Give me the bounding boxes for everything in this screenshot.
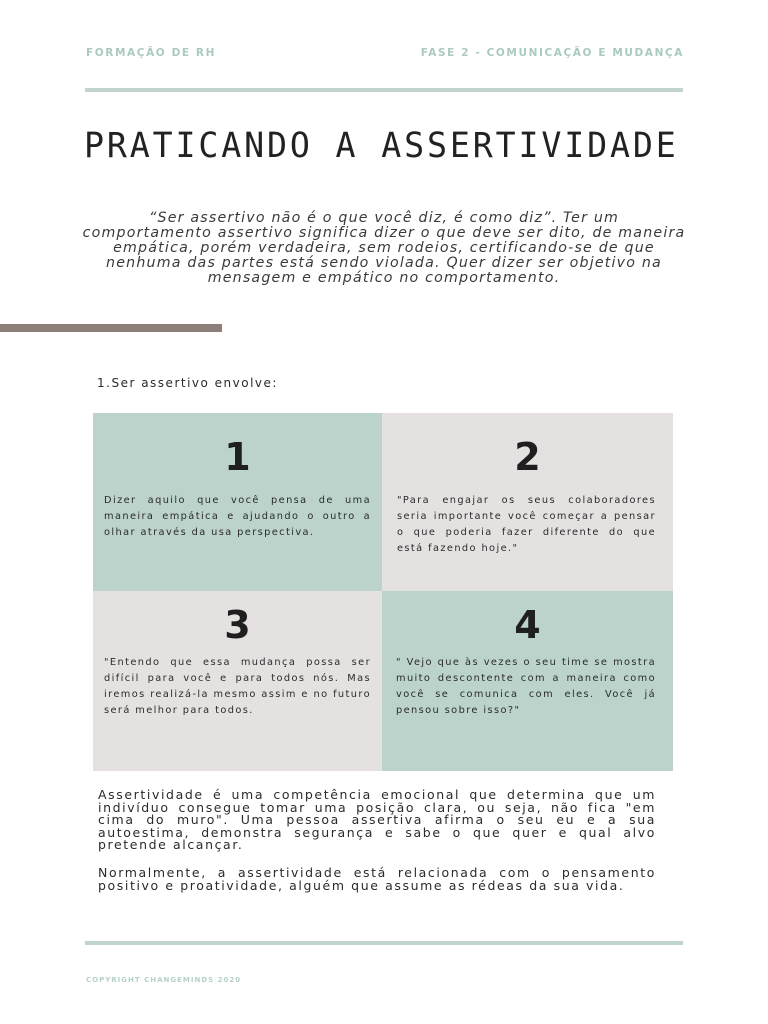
- card-2: [382, 413, 673, 591]
- section-label: 1.Ser assertivo envolve:: [97, 376, 278, 390]
- card-number: 4: [514, 603, 541, 647]
- header-course-name: FORMAÇÃO DE RH: [86, 47, 216, 59]
- card-text: "Para engajar os seus colaboradores seria importante você começar a pensar o que poderia fazer diferente do que está fazendo hoje.": [397, 495, 656, 554]
- card-number: 2: [514, 435, 541, 479]
- intro-quote: “Ser assertivo não é o que você diz, é como diz”. Ter um comportamento assertivo significa dizer o que deve ser dito, de maneira empática, porém verdadeira, sem rodeios, certificando-se de que nenhuma das partes está sendo violada. Quer dizer ser objetivo na mensagem e empático no comportamento.: [82, 210, 686, 286]
- top-divider: [85, 88, 683, 92]
- body-paragraph-1: Assertividade é uma competência emocional que determina que um indivíduo consegue tomar uma posição clara, ou seja, não fica "em cima do muro". Uma pessoa assertiva afirma o seu eu e a sua autoestima, demonstra segurança e sabe o que quer e qual alvo pretende alcançar.: [98, 787, 656, 852]
- assertiveness-grid: [93, 413, 673, 771]
- accent-bar: [0, 324, 222, 332]
- card-3: [93, 591, 382, 771]
- copyright-footer: COPYRIGHT CHANGEMINDS 2020: [86, 976, 242, 984]
- page-title: PRATICANDO A ASSERTIVIDADE: [84, 126, 679, 166]
- card-4: [382, 591, 673, 771]
- card-text: Dizer aquilo que você pensa de uma maneira empática e ajudando o outro a olhar através da usa perspectiva.: [104, 495, 371, 538]
- card-1: [93, 413, 382, 591]
- body-paragraph-2: Normalmente, a assertividade está relacionada com o pensamento positivo e proatividade, alguém que assume as rédeas da sua vida.: [98, 865, 656, 893]
- header-phase-name: FASE 2 - COMUNICAÇÃO E MUDANÇA: [420, 47, 684, 59]
- card-number: 1: [224, 435, 251, 479]
- card-text: "Entendo que essa mudança possa ser difícil para você e para todos nós. Mas iremos realizá-la mesmo assim e no futuro será melhor para todos.: [104, 657, 371, 716]
- bottom-divider: [85, 941, 683, 945]
- card-text: " Vejo que às vezes o seu time se mostra muito descontente com a maneira como você se comunica com eles. Você já pensou sobre isso?": [396, 657, 656, 716]
- card-number: 3: [224, 603, 251, 647]
